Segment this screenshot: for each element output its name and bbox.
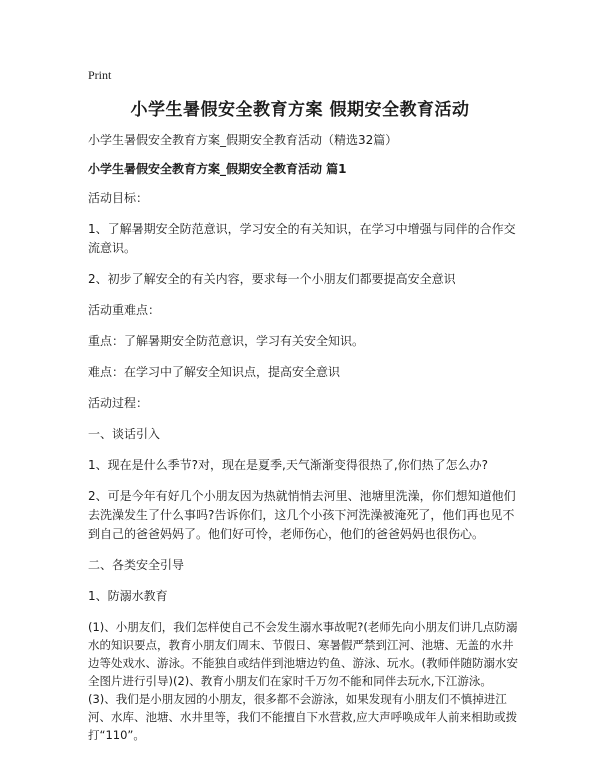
- paragraph-intro-2: 2、可是今年有好几个小朋友因为热就悄悄去河里、池塘里洗澡，你们想知道他们去洗澡发生了什么事吗?告诉你们，这几个小孩下河洗澡被淹死了，他们再也见不到自己的爸爸妈妈了。他们好可怜，老师伤心，他们的爸爸妈妈也很伤心。: [88, 489, 516, 541]
- print-label: Print: [88, 68, 112, 82]
- document-subtitle: 小学生暑假安全教育方案_假期安全教育活动（精选32篇）: [88, 133, 398, 147]
- paragraph-objectives-heading: 活动目标：: [88, 191, 149, 205]
- paragraph-key-points-heading: 活动重难点：: [88, 303, 161, 317]
- paragraph-objective-1: 1、了解暑期安全防范意识，学习安全的有关知识，在学习中增强与同伴的合作交流意识。: [88, 222, 516, 255]
- paragraph-key-point: 重点：了解暑期安全防范意识，学习有关安全知识。: [88, 334, 365, 348]
- paragraph-anti-drowning-heading: 1、防溺水教育: [88, 589, 168, 603]
- paragraph-section-two: 二、各类安全引导: [88, 558, 185, 572]
- paragraph-section-one: 一、谈话引入: [88, 427, 161, 441]
- paragraph-intro-1: 1、现在是什么季节?对，现在是夏季,天气渐渐变得很热了,你们热了怎么办?: [88, 458, 489, 472]
- paragraph-objective-2: 2、初步了解安全的有关内容，要求每一个小朋友们都要提高安全意识: [88, 272, 456, 286]
- paragraph-anti-drowning-body: (1)、小朋友们，我们怎样使自己不会发生溺水事故呢?(老师先向小朋友们讲几点防溺水的知识要点，教育小朋友们周末、节假日、寒暑假严禁到江河、池塘、无盖的水井边等处戏水、游泳。不能独自或结伴到池塘边钓鱼、游泳、玩水。(教师伴随防溺水安全图片进行引导)(2)、教育小朋友们在家时千万勿不能和同伴去玩水,下江游泳。(3)、我们是小朋友园的小朋友，很多都不会游泳，如果发现有小朋友们不慎掉进江河、水库、池塘、水井里等，我们不能擅自下水营救,应大声呼唤成年人前来相助或拨打“110”。: [88, 620, 518, 742]
- paragraph-difficulty: 难点：在学习中了解安全知识点，提高安全意识: [88, 365, 341, 379]
- paragraph-process-heading: 活动过程：: [88, 396, 149, 410]
- document-content: [88, 131, 518, 756]
- document-title: 小学生暑假安全教育方案 假期安全教育活动: [130, 100, 470, 120]
- section-title: 小学生暑假安全教育方案_假期安全教育活动 篇1: [88, 162, 347, 176]
